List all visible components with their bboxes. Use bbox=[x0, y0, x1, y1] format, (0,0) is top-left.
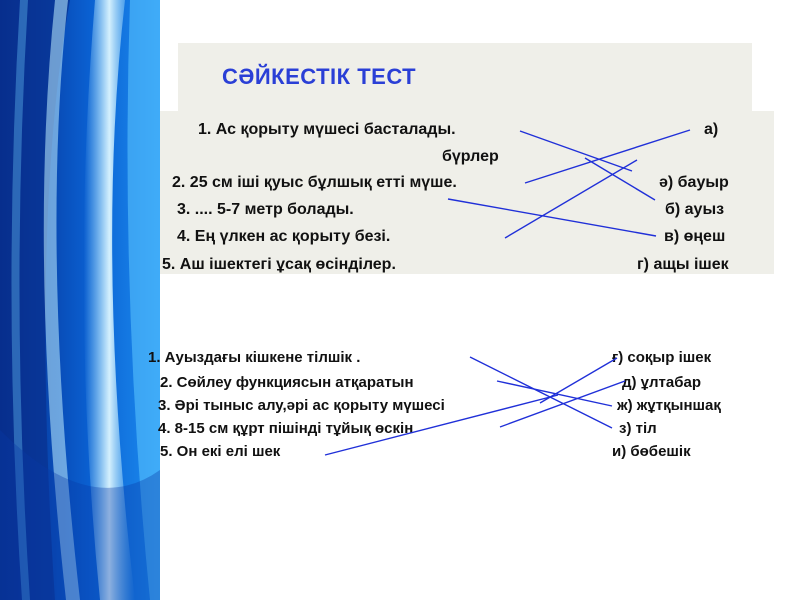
test2-answer-d: д) ұлтабар bbox=[622, 374, 702, 391]
test1-item-2: 2. 25 см іші қуыс бұлшық етті мүше. bbox=[172, 174, 457, 191]
test2-item-2: 2. Сөйлеу функциясын атқаратын bbox=[160, 374, 414, 391]
test2-answer-i: и) бөбешік bbox=[612, 443, 691, 460]
test1-answer-v: в) өңеш bbox=[664, 228, 726, 245]
connector-line bbox=[497, 381, 612, 406]
test2-answer-gh: ғ) соқыр ішек bbox=[612, 349, 712, 366]
connector-line bbox=[540, 358, 617, 403]
test1-answer-ae: ә) бауыр bbox=[659, 174, 729, 191]
test1-answer-g: г) ащы ішек bbox=[637, 256, 729, 273]
connector-line bbox=[500, 381, 625, 427]
test1-answer-a: а) bbox=[704, 121, 719, 138]
test2-answer-z: з) тіл bbox=[619, 420, 657, 437]
page-title: СӘЙКЕСТІК ТЕСТ bbox=[222, 64, 417, 89]
test1-item-4: 4. Ең үлкен ас қорыту безі. bbox=[177, 228, 391, 245]
decorative-blue-background bbox=[0, 0, 160, 600]
connector-line bbox=[470, 357, 612, 428]
test1-item-5: 5. Аш ішектегі ұсақ өсінділер. bbox=[162, 256, 396, 273]
test2-answer-zh: ж) жұтқыншақ bbox=[617, 397, 721, 414]
test2-item-3: 3. Әрі тыныс алу,әрі ас қорыту мүшесі bbox=[158, 397, 445, 414]
test2-item-5: 5. Он екі елі шек bbox=[160, 443, 281, 460]
test1-item-1: 1. Ас қорыту мүшесі басталады. bbox=[198, 121, 456, 138]
test1-item-3: 3. .... 5-7 метр болады. bbox=[177, 201, 354, 218]
test2-item-4: 4. 8-15 см құрт пішінді тұйық өскін bbox=[158, 420, 414, 437]
test1-answer-b: б) ауыз bbox=[665, 201, 725, 218]
test1-answer-a-cont: бүрлер bbox=[442, 148, 499, 165]
test2-item-1: 1. Ауыздағы кішкене тілшік . bbox=[148, 349, 361, 366]
